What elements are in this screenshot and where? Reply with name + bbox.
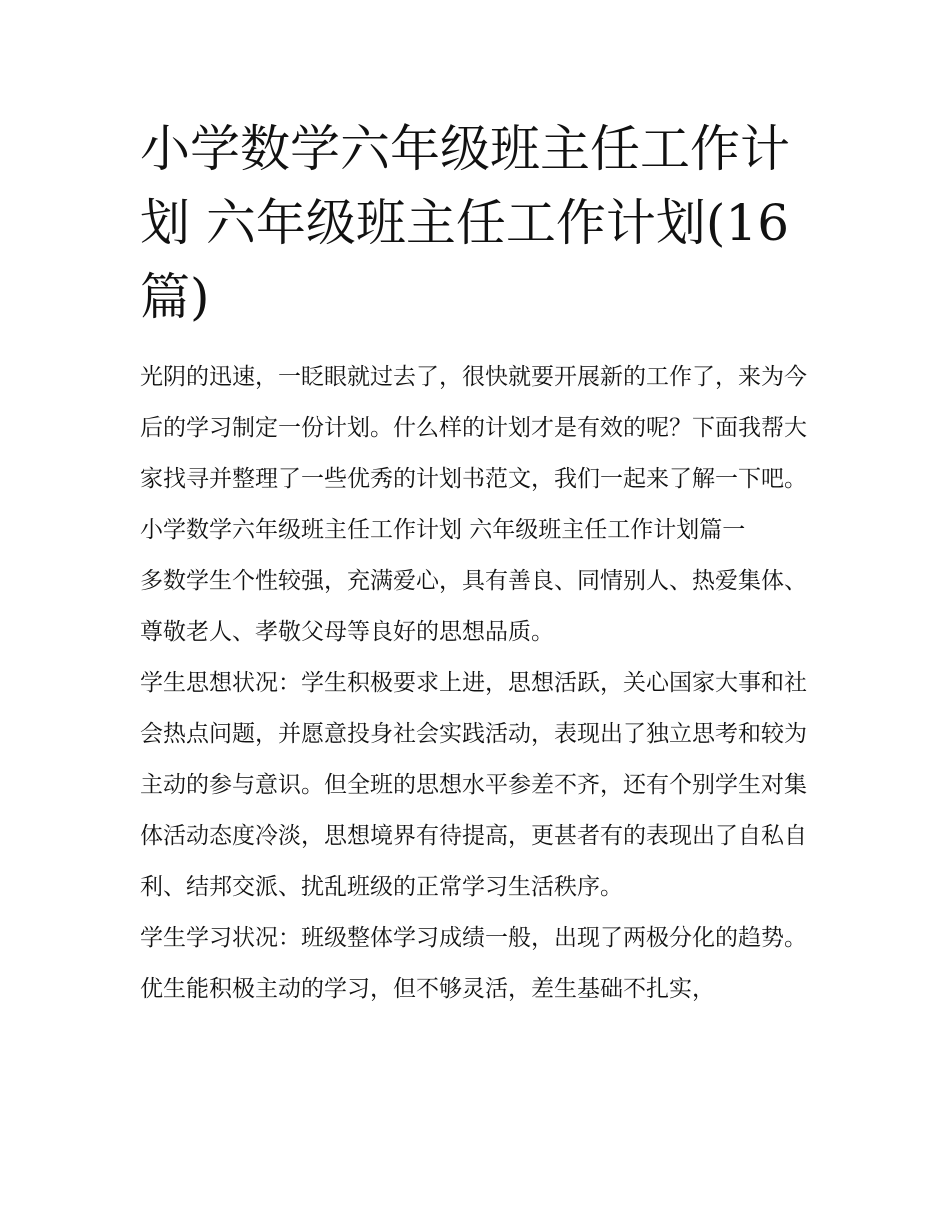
document-content xyxy=(140,112,812,1015)
body-paragraph: 多数学生个性较强，充满爱心，具有善良、同情别人、热爱集体、尊敬老人、孝敬父母等良好的思想品质。 xyxy=(140,568,807,645)
body-paragraph: 学生学习状况：班级整体学习成绩一般，出现了两极分化的趋势。优生能积极主动的学习，但不够灵活，差生基础不扎实， xyxy=(140,925,807,1002)
document-title: 小学数学六年级班主任工作计划 六年级班主任工作计划(16篇) xyxy=(140,120,790,326)
intro-paragraph: 光阴的迅速，一眨眼就过去了，很快就要开展新的工作了，来为今后的学习制定一份计划。什么样的计划才是有效的呢？下面我帮大家找寻并整理了一些优秀的计划书范文，我们一起来了解一下吧。 xyxy=(140,364,807,492)
section-heading: 小学数学六年级班主任工作计划 六年级班主任工作计划篇一 xyxy=(140,517,746,543)
body-paragraph: 学生思想状况：学生积极要求上进，思想活跃，关心国家大事和社会热点问题，并愿意投身社会实践活动，表现出了独立思考和较为主动的参与意识。但全班的思想水平参差不齐，还有个别学生对集体活动态度冷淡，思想境界有待提高，更甚者有的表现出了自私自利、结邦交派、扰乱班级的正常学习生活秩序。 xyxy=(140,670,807,900)
